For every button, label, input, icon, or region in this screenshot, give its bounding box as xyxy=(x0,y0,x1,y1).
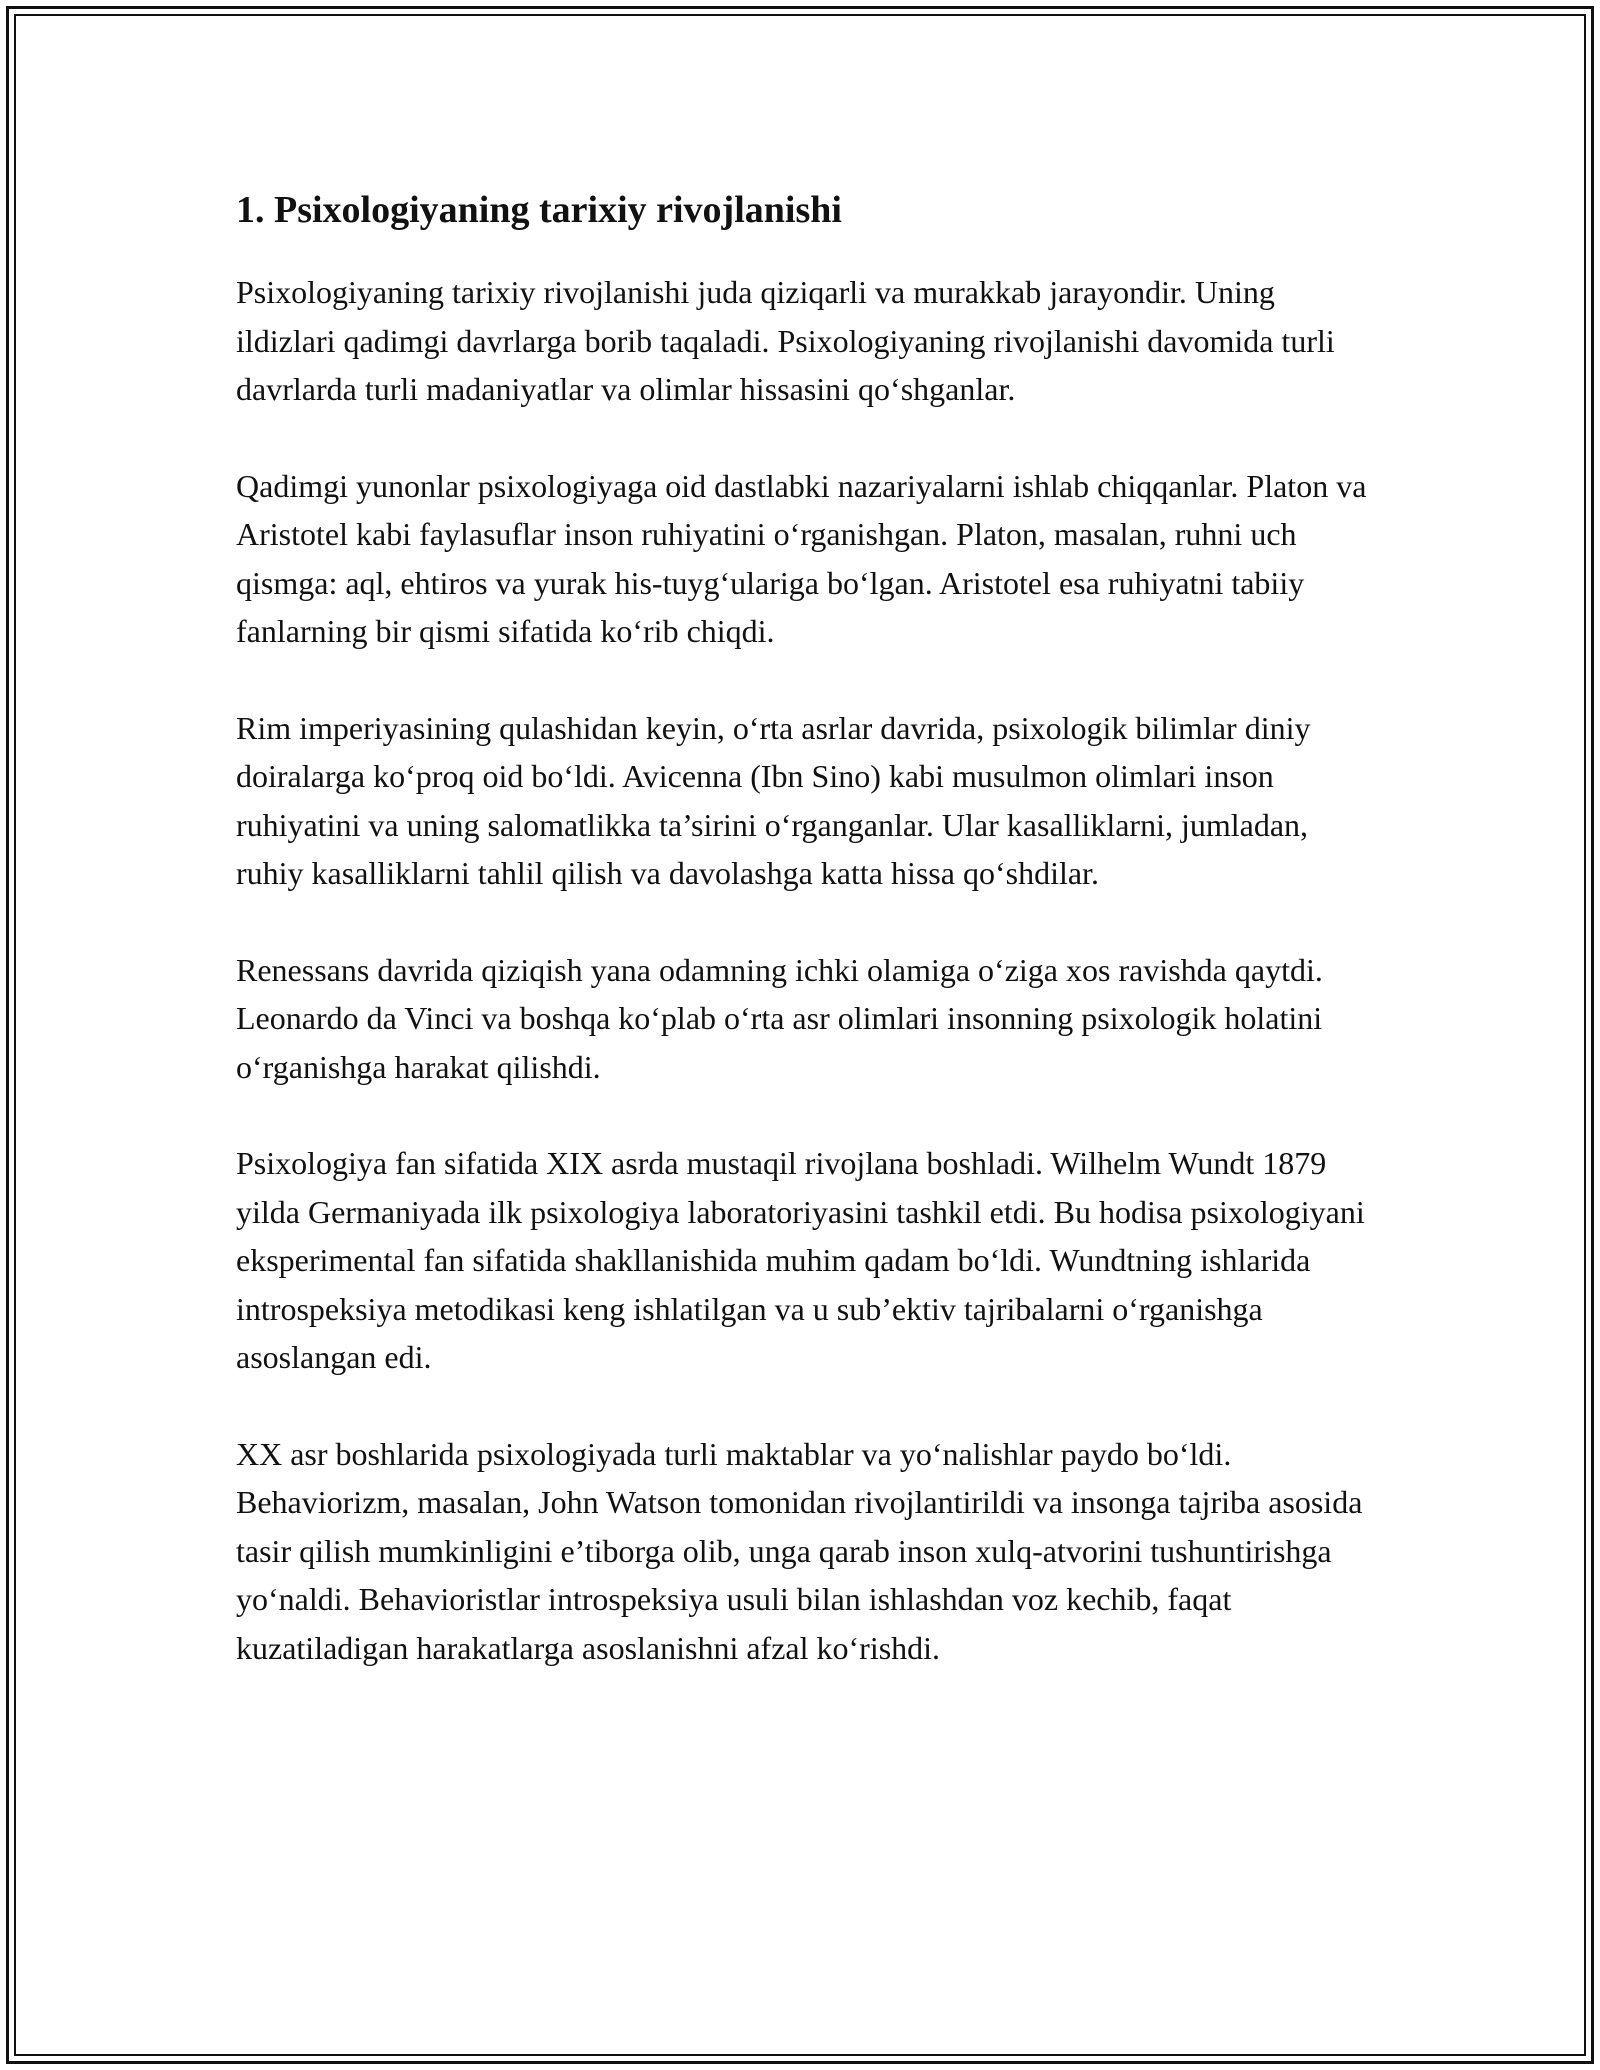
document-body xyxy=(236,186,1376,1720)
paragraph-nineteenth-century: Psixologiya fan sifatida XIX asrda mustaqil rivojlana boshladi. Wilhelm Wundt 1879 yilda Germaniyada ilk psixologiya laboratoriyasini tashkil etdi. Bu hodisa psixologiyani eksperimental fan sifatida shakllanishida muhim qadam bo‘ldi. Wundtning ishlarida introspeksiya metodikasi keng ishlatilgan va u sub’ektiv tajribalarni o‘rganishga asoslangan edi. xyxy=(236,1145,1365,1375)
paragraph-ancient-greeks: Qadimgi yunonlar psixologiyaga oid dastlabki nazariyalarni ishlab chiqqanlar. Platon va Aristotel kabi faylasuflar inson ruhiyatini o‘rganishgan. Platon, masalan, ruhni uch qismga: aql, ehtiros va yurak his-tuyg‘ulariga bo‘lgan. Aristotel esa ruhiyatni tabiiy fanlarning bir qismi sifatida ko‘rib chiqdi. xyxy=(236,467,1367,649)
paragraph-renaissance: Renessans davrida qiziqish yana odamning ichki olamiga o‘ziga xos ravishda qaytdi. Leonardo da Vinci va boshqa ko‘plab o‘rta asr olimlari insonning psixologik holatini o‘rganishga harakat qilishdi. xyxy=(236,951,1323,1085)
section-heading: 1. Psixologiyaning tarixiy rivojlanishi xyxy=(236,189,842,231)
paragraph-middle-ages: Rim imperiyasining qulashidan keyin, o‘rta asrlar davrida, psixologik bilimlar diniy doiralarga ko‘proq oid bo‘ldi. Avicenna (Ibn Sino) kabi musulmon olimlari inson ruhiyatini va uning salomatlikka ta’sirini o‘rganganlar. Ular kasalliklarni, jumladan, ruhiy kasalliklarni tahlil qilish va davolashga katta hissa qo‘shdilar. xyxy=(236,709,1311,891)
paragraph-intro: Psixologiyaning tarixiy rivojlanishi juda qiziqarli va murakkab jarayondir. Uning ildizlari qadimgi davrlarga borib taqaladi. Psixologiyaning rivojlanishi davomida turli davrlarda turli madaniyatlar va olimlar hissasini qo‘shganlar. xyxy=(236,274,1335,407)
paragraph-twentieth-century: XX asr boshlarida psixologiyada turli maktablar va yo‘nalishlar paydo bo‘ldi. Behaviorizm, masalan, John Watson tomonidan rivojlantirildi va insonga tajriba asosida tasir qilish mumkinligini e’tiborga olib, unga qarab inson xulq-atvorini tushuntirishga yo‘naldi. Behavioristlar introspeksiya usuli bilan ishlashdan voz kechib, faqat kuzatiladigan harakatlarga asoslanishni afzal ko‘rishdi. xyxy=(236,1435,1363,1666)
